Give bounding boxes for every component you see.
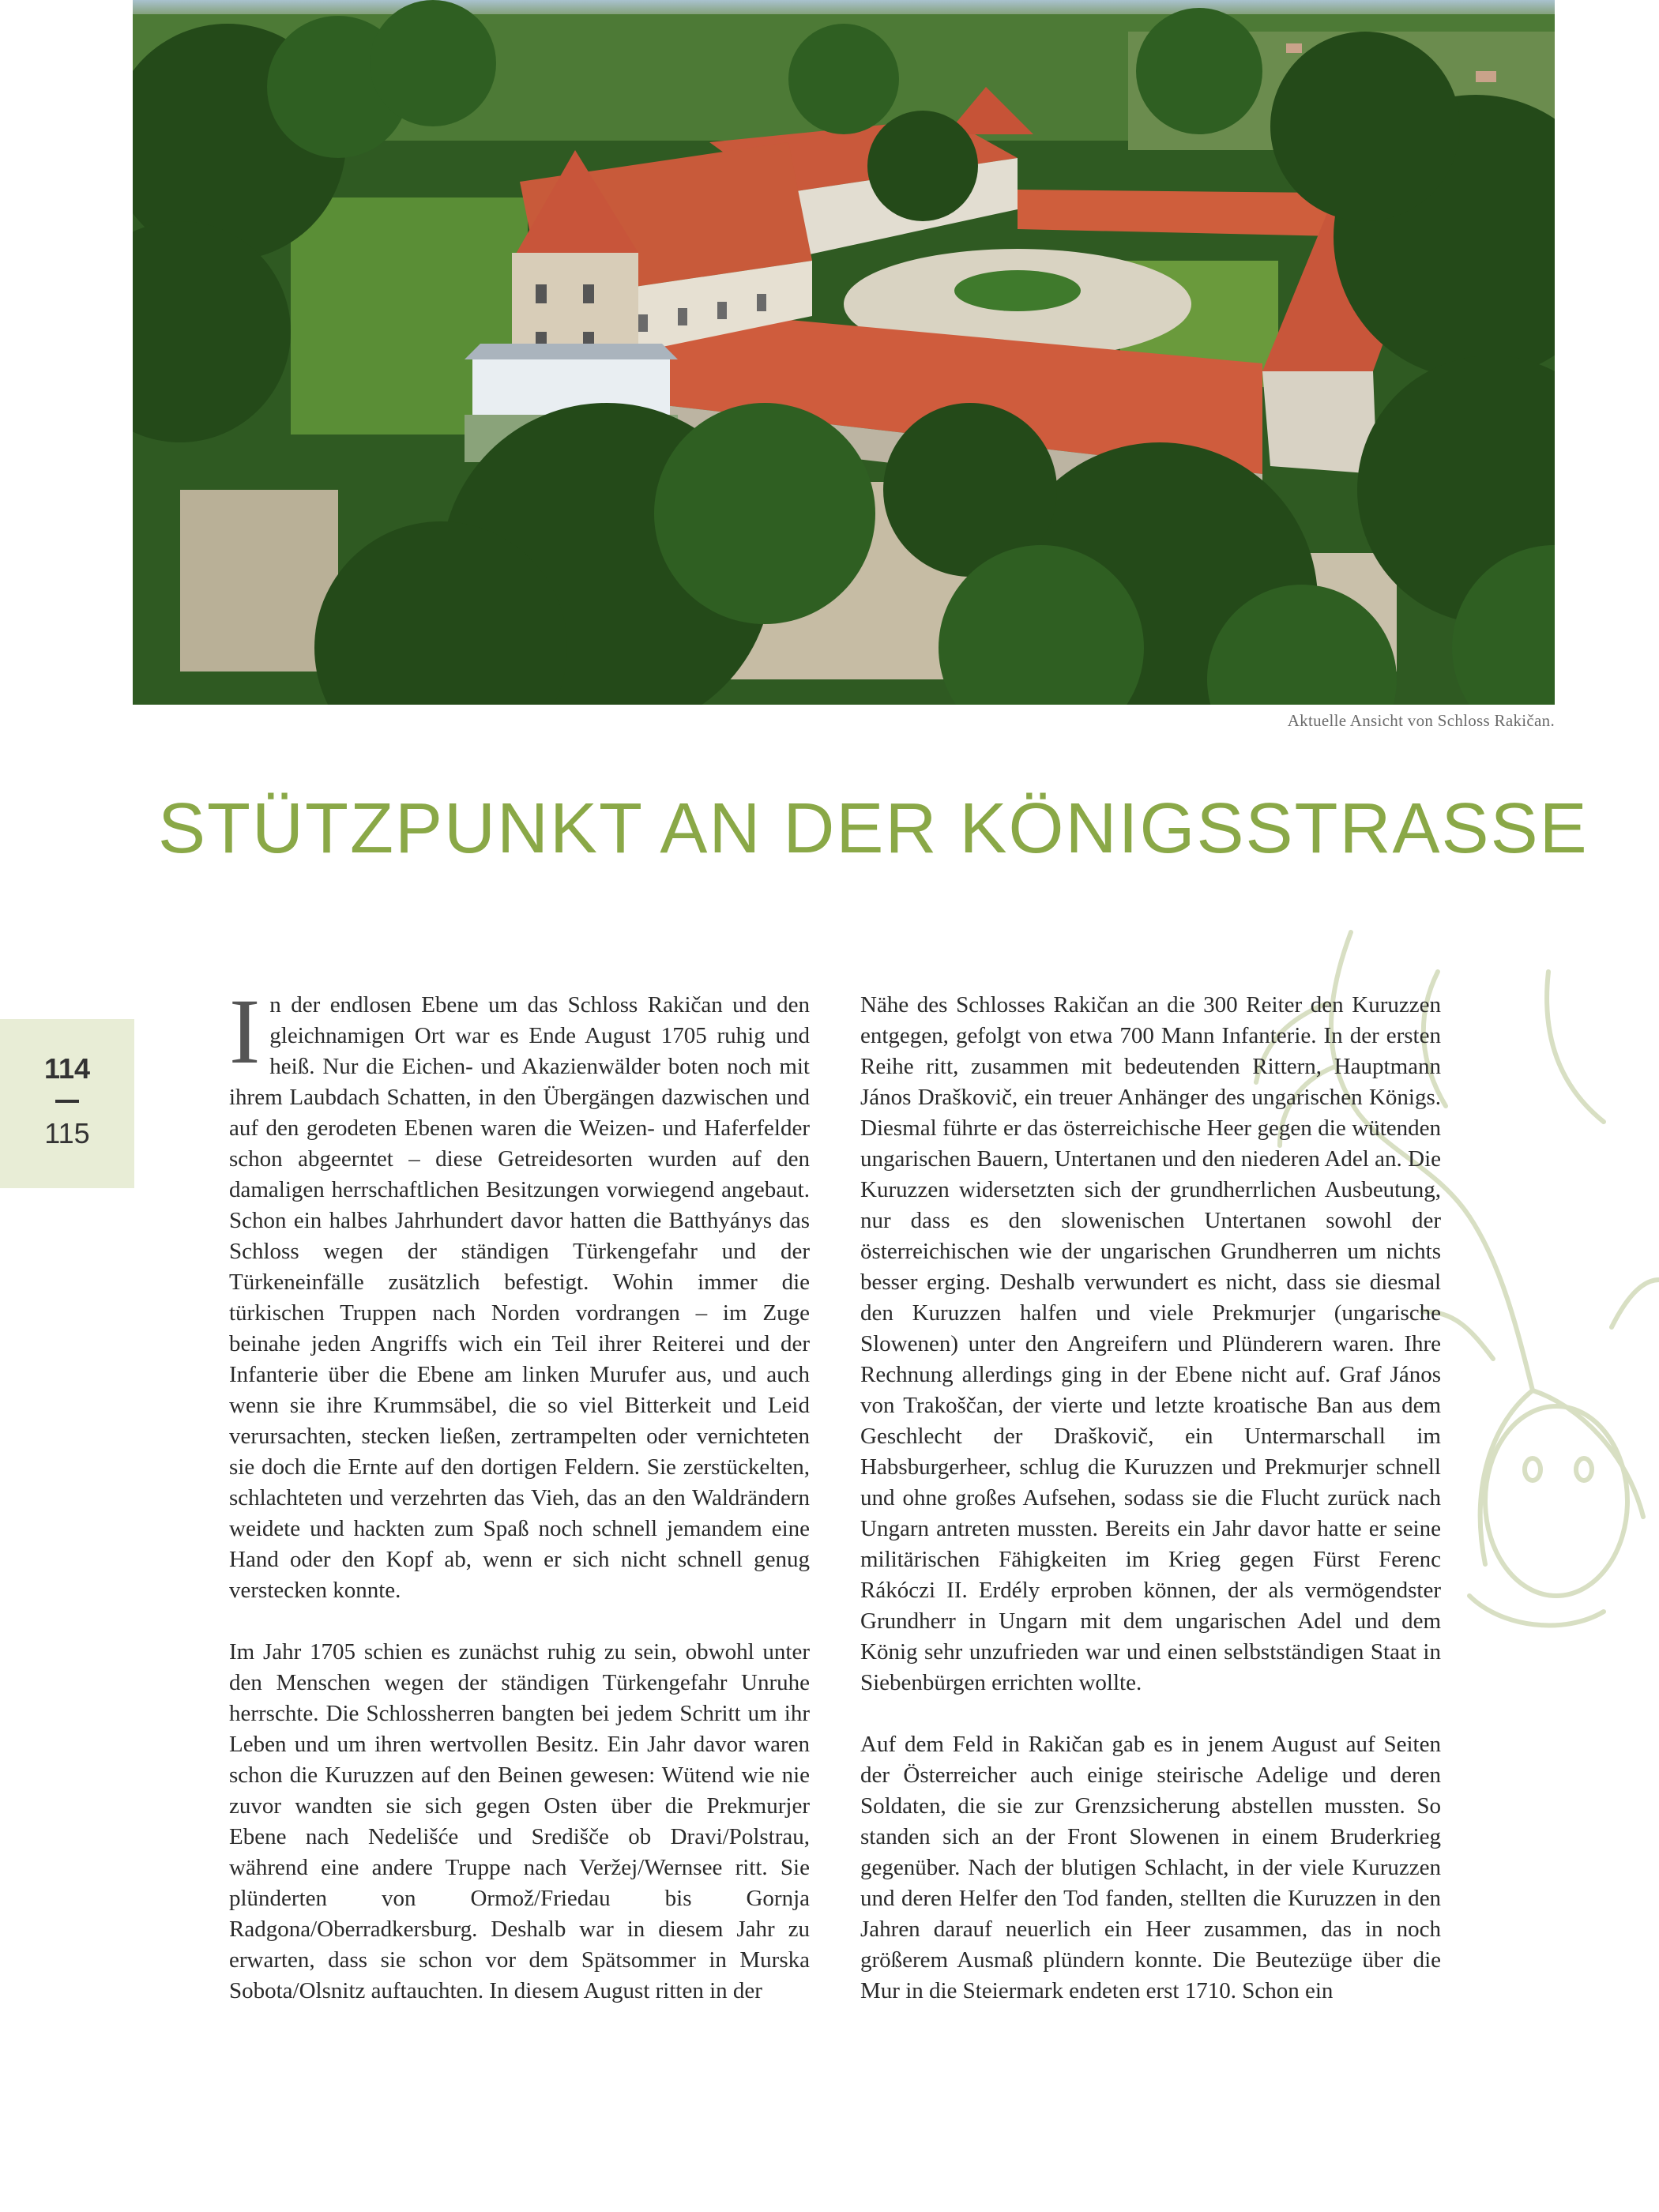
castle-aerial-illustration (133, 0, 1555, 705)
paragraph: Auf dem Feld in Rakičan gab es in jenem August auf Seiten der Österreicher auch einige steirische Adelige und deren Soldaten, die sie zur Grenzsicherung abstellen mussten. So standen sich an der Front Slowenen in einem Bruderkrieg gegenüber. Nach der blutigen Schlacht, in der viele Kuruzzen und deren Helfer den Tod fanden, stellten die Kuruzzen in den Jahren darauf neuerlich ein Heer zusammen, das in noch größerem Ausmaß plündern konnte. Die Beutezüge über die Mur in die Steiermark endeten erst 1710. Schon ein (860, 1732, 1441, 2003)
page-number-tab (0, 1019, 134, 1188)
paragraph (229, 980, 810, 1606)
page-number-current: 114 (43, 1052, 91, 1085)
page-title: STÜTZPUNKT AN DER KÖNIGSSTRASSE (158, 789, 1589, 868)
photo-caption: Aktuelle Ansicht von Schloss Rakičan. (1287, 711, 1555, 730)
paragraph: Nähe des Schlosses Rakičan an die 300 Reiter den Kuruzzen entgegen, gefolgt von etwa 700 Mann Infanterie. In der ersten Reihe ritt, zusammen mit bedeutenden Rittern, Hauptmann János Draškovič, ein treuer Anhänger des ungarischen Königs. Diesmal führte er das österreichische Heer gegen die wütenden ungarischen Bauern, Untertanen und den niederen Adel an. Die Kuruzzen widersetzten sich der grundherrlichen Ausbeutung, nur dass es den slowenischen Untertanen sowohl der österreichischen wie der ungarischen Grundherren um nichts besser erging. Deshalb verwundert es nicht, dass sie diesmal den Kuruzzen halfen und viele Prekmurjer (ungarische Slowenen) unter den Angreifern und Plünderern waren. Ihre Rechnung allerdings ging in der Ebene nicht auf. Graf János von Trakoščan, der vierte und letzte kroatische Ban aus dem Geschlecht der Draškovič, ein Untermarschall im Habsburgerheer, schlug die Kuruzzen und Prekmurjer schnell und ohne großes Aufsehen, sodass sie die Flucht zurück nach Ungarn antreten mussten. Bereits ein Jahr davor hatte er seine militärischen Fähigkeiten im Krieg gegen Fürst Ferenc Rákóczi II. Erdély erproben können, der als vermögendster Grundherr in Ungarn mit dem ungarischen Adel und dem König sehr unzufrieden war und einen selbstständigen Staat in Siebenbürgen errichten wollte. (860, 992, 1441, 1695)
castle-aerial-photo (133, 0, 1555, 705)
dropcap: I (229, 980, 261, 1083)
page-number-next: 115 (44, 1117, 90, 1149)
paragraph: Im Jahr 1705 schien es zunächst ruhig zu sein, obwohl unter den Menschen wegen der ständigen Türkengefahr Unruhe herrschte. Die Schlossherren bangten bei jedem Schritt um ihr Leben und um ihren wertvollen Besitz. Ein Jahr davor waren schon die Kuruzzen auf den Beinen gewesen: Wütend wie nie zuvor wandten sie sich gegen Osten über die Prekmurjer Ebene nach Nedelišće und Središče ob Dravi/Polstrau, während eine andere Truppe nach Veržej/Wernsee ritt. Sie plünderten von Ormož/Friedau bis Gornja Radgona/Oberradkersburg. Deshalb war in diesem Jahr zu erwarten, dass sie schon vor dem Spätsommer in Murska Sobota/Olsnitz auftauchten. In diesem August ritten in der (229, 1639, 810, 2003)
text-column-right (860, 990, 1441, 2037)
text-column-left (229, 980, 810, 2037)
paragraph-text: n der endlosen Ebene um das Schloss Rakičan und den gleichnamigen Ort war es Ende August 1705 ruhig und heiß. Nur die Eichen- und Akazienwälder boten noch mit ihrem Laubdach Schatten, in den Übergängen dazwischen und auf den gerodeten Ebenen waren die Weizen- und Haferfelder schon abgeerntet – diese Getreidesorten wurden auf den damaligen herrschaftlichen Besitzungen vorwiegend angebaut. Schon ein halbes Jahrhundert davor hatten die Batthyánys das Schloss wegen der ständigen Türkengefahr und der Türkeneinfälle zusätzlich befestigt. Wohin immer die türkischen Truppen nach Norden vordrangen – im Zuge beinahe jeden Angriffs wich ein Teil ihrer Reiterei und der Infanterie über die Ebene am linken Murufer aus, und auch wenn sie ihre Krummsäbel, die so viel Bitterkeit und Leid verursachten, stecken ließen, zertrampelten oder vernichteten sie doch die Ernte auf den dortigen Feldern. Sie zerstückelten, schlachteten und verzehrten das Vieh, das an den Waldrändern weidete und hackten zum Spaß noch schnell jemandem eine Hand oder den Kopf ab, wenn er sich nicht schnell genug verstecken konnte. (229, 992, 810, 1603)
page-number-divider (55, 1100, 79, 1103)
